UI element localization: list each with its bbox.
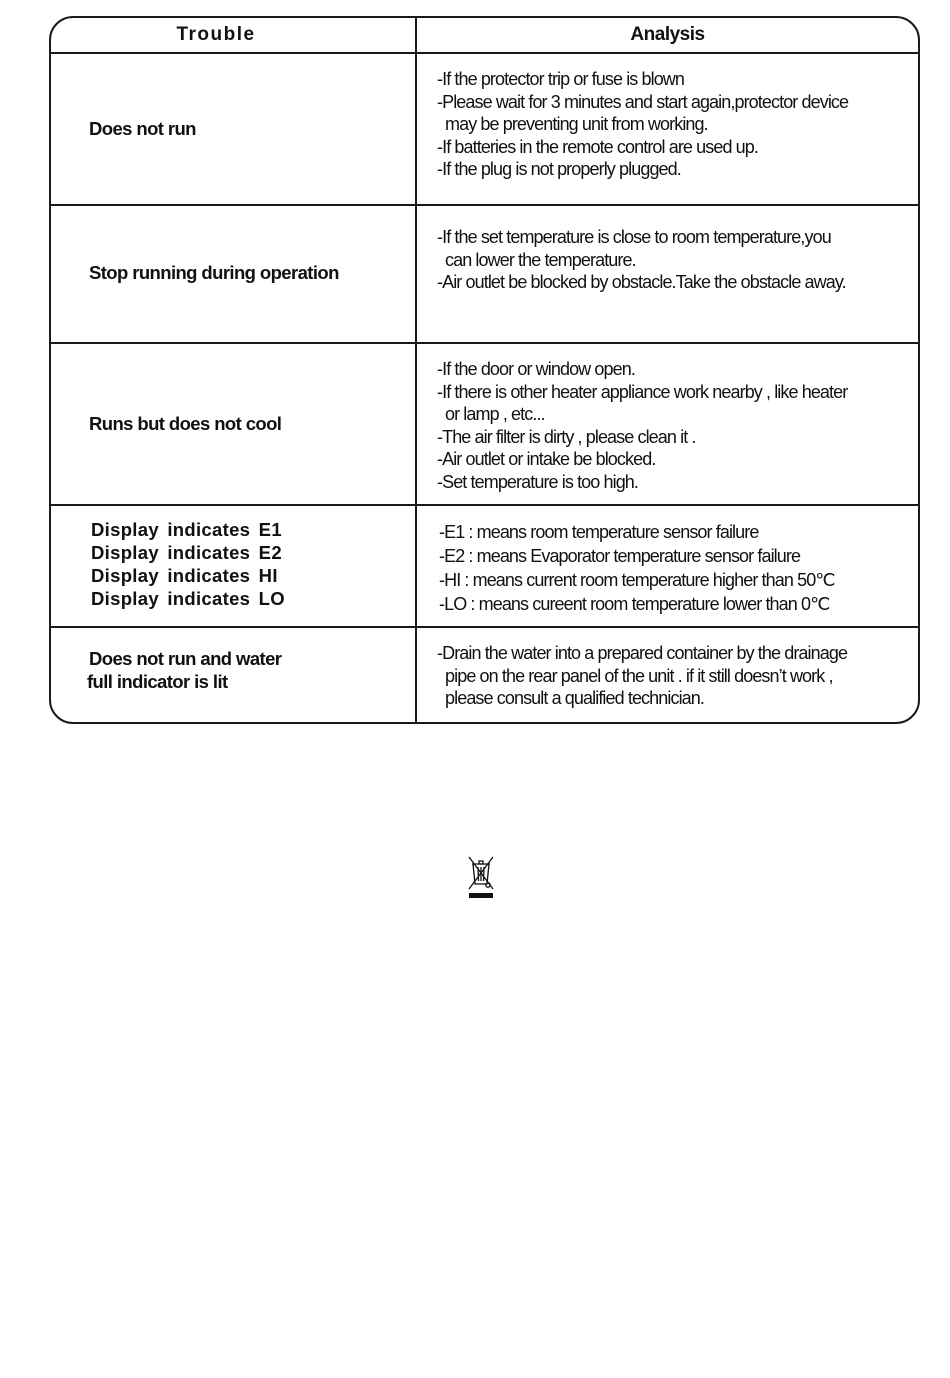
analysis-line: -LO : means cureent room temperature lower than 0℃ [439,594,830,614]
analysis-line: -E2 : means Evaporator temperature sensor failure [439,546,801,566]
analysis-line: -Air outlet be blocked by obstacle.Take the obstacle away. [437,272,846,293]
analysis-line: -Set temperature is too high. [437,471,639,492]
analysis-text [437,206,910,294]
analysis-line: -Air outlet or intake be blocked. [437,449,656,470]
analysis-cell [417,206,918,342]
analysis-cell [417,54,918,204]
display-code-line: Display indicates E2 [91,542,282,563]
crossed-out-wheelie-bin-icon [466,854,496,900]
analysis-cell [417,628,918,722]
analysis-text [437,344,910,494]
trouble-cell [51,206,417,342]
table-header-row [51,18,918,52]
trouble-cell [51,54,417,204]
analysis-cell [417,344,918,504]
analysis-line: pipe on the rear panel of the unit . if it still doesn’t work , [445,665,833,686]
display-code-line: Display indicates E1 [91,519,282,540]
analysis-line: -If the plug is not properly plugged. [437,159,681,180]
analysis-line: -E1 : means room temperature sensor failure [439,522,759,542]
header-trouble: Trouble [176,24,256,45]
analysis-line: -HI : means current room temperature higher than 50℃ [439,570,835,590]
analysis-cell [417,506,918,626]
analysis-line: -If there is other heater appliance work nearby , like heater [437,381,848,402]
header-analysis: Analysis [630,24,705,45]
table-row [51,52,918,204]
analysis-line: -If batteries in the remote control are used up. [437,136,758,157]
analysis-line: -Drain the water into a prepared container by the drainage [437,643,848,663]
trouble-label: Stop running during operation [89,261,339,283]
trouble-cell [51,344,417,504]
analysis-line: -The air filter is dirty , please clean it . [437,426,696,447]
header-analysis-cell [417,18,918,52]
analysis-text [437,628,910,710]
trouble-cell [51,628,417,722]
table-row [51,626,918,722]
trouble-label: Runs but does not cool [89,413,282,434]
analysis-line: please consult a qualified technician. [445,688,704,709]
display-code-line: Display indicates HI [91,565,278,586]
table-row [51,342,918,504]
analysis-text [439,506,910,616]
analysis-line: -If the protector trip or fuse is blown [437,69,685,89]
analysis-line: -If the door or window open. [437,359,635,379]
trouble-cell [51,506,417,626]
trouble-label [89,647,281,693]
display-code-line: Display indicates LO [91,588,285,609]
trouble-line: Does not run and water [89,648,282,669]
analysis-line: can lower the temperature. [445,249,636,270]
trouble-label: Does not run [89,118,196,139]
table-row [51,504,918,626]
analysis-line: -If the set temperature is close to room temperature,you [437,227,831,247]
troubleshooting-table [49,16,920,724]
analysis-line: -Please wait for 3 minutes and start again,protector device [437,91,849,112]
analysis-line: or lamp , etc... [445,404,545,425]
analysis-text [437,54,910,181]
header-trouble-cell [51,18,417,52]
analysis-line: may be preventing unit from working. [445,114,708,135]
table-row [51,204,918,342]
trouble-label [91,518,285,610]
trouble-line: full indicator is lit [87,671,228,692]
